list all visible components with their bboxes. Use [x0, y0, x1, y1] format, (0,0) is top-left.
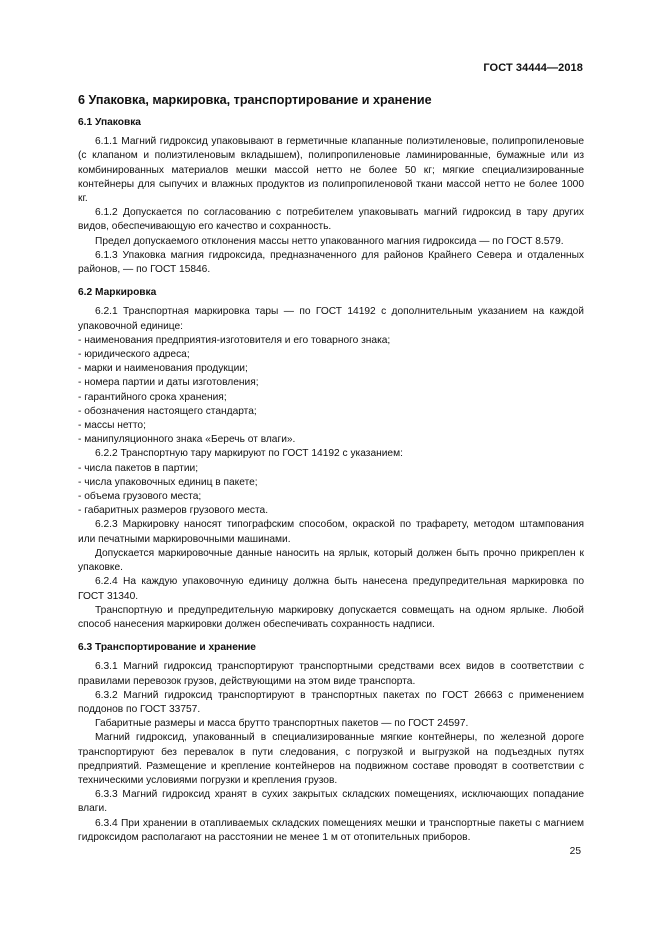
list-item: - числа упаковочных единиц в пакете; [78, 476, 258, 488]
subsection-3 [78, 641, 584, 845]
list-item: - номера партии и даты изготовления; [78, 377, 259, 389]
section-title: 6 Упаковка, маркировка, транспортирование и хранение [78, 93, 432, 107]
list-item: - гарантийного срока хранения; [78, 391, 227, 403]
list-item: - юридического адреса; [78, 349, 190, 361]
paragraph: Предел допускаемого отклонения массы нетто упакованного магния гидроксида — по ГОСТ 8.579. [95, 235, 564, 247]
paragraph: 6.3.4 При хранении в отапливаемых складских помещениях мешки и транспортные пакеты с магнием гидроксидом располагают на расстоянии не менее 1 м от отопительных приборов. [78, 817, 584, 843]
page-number: 25 [569, 846, 581, 857]
standard-designation: ГОСТ 34444—2018 [483, 62, 583, 74]
list-item: - манипуляционного знака «Беречь от влаги». [78, 434, 296, 446]
paragraph: 6.1.2 Допускается по согласованию с потребителем упаковывать магний гидроксид в тару других видов, обеспечивающую его качество и сохранность. [78, 207, 584, 233]
list-item: - массы нетто; [78, 420, 146, 432]
subsections-container [78, 116, 584, 845]
list-item: - обозначения настоящего стандарта; [78, 405, 257, 417]
subsection-2 [78, 286, 584, 632]
list-item: - числа пакетов в партии; [78, 462, 199, 474]
list-item: - марки и наименования продукции; [78, 363, 248, 375]
paragraph: Габаритные размеры и масса брутто транспортных пакетов — по ГОСТ 24597. [95, 718, 469, 730]
subsection-title: 6.1 Упаковка [78, 117, 141, 128]
list-item: - габаритных размеров грузового места. [78, 505, 269, 517]
subsection-title: 6.2 Маркировка [78, 287, 157, 299]
paragraph: 6.2.1 Транспортная маркировка тары — по ГОСТ 14192 с дополнительным указанием на каждой упаковочной единице: [78, 306, 584, 332]
paragraph: 6.3.3 Магний гидроксид хранят в сухих закрытых складских помещениях, исключающих попадание влаги. [78, 789, 584, 815]
paragraph: 6.1.3 Упаковка магния гидроксида, предназначенного для районов Крайнего Севера и отдаленных районов, — по ГОСТ 15846. [78, 249, 584, 276]
subsection-1 [78, 116, 584, 277]
paragraph: Транспортную и предупредительную маркировку допускается совмещать на одном ярлыке. Любой способ нанесения маркировки должен обеспечивать сохранность надписи. [78, 604, 584, 630]
document-body [78, 92, 584, 845]
paragraph: 6.2.2 Транспортную тару маркируют по ГОСТ 14192 с указанием: [95, 448, 403, 460]
paragraph: Магний гидроксид, упакованный в специализированные мягкие контейнеры, по железной дороге транспортируют без перевалок в пути следования, с погрузкой и выгрузкой на подъездных путях предприятий. Размещение и крепление контейнеров на подвижном составе проводят в соответствии с техническими условиями погрузки и крепления грузов. [78, 732, 584, 786]
paragraph: 6.1.1 Магний гидроксид упаковывают в герметичные клапанные полиэтиленовые, полипропиленовые (с клапаном и полиэтиленовым вкладышем), полипропиленовые ламинированные, бумажные или из комбинированных материалов мешки массой нетто не более 50 кг; мягкие специализированные контейнеры для сыпучих и влажных продуктов из полипропиленовой ткани массой нетто не более 1000 кг. [78, 136, 584, 205]
paragraph: 6.3.1 Магний гидроксид транспортируют транспортными средствами всех видов в соответствии с правилами перевозок грузов, действующими на этом виде транспорта. [78, 661, 584, 687]
paragraph: Допускается маркировочные данные наносить на ярлык, который должен быть прочно прикреплен к упаковке. [78, 547, 584, 574]
subsection-title: 6.3 Транспортирование и хранение [78, 642, 256, 654]
paragraph: 6.3.2 Магний гидроксид транспортируют в транспортных пакетах по ГОСТ 26663 с применением поддонов по ГОСТ 33757. [78, 689, 584, 715]
paragraph: 6.2.4 На каждую упаковочную единицу должна быть нанесена предупредительная маркировка по ГОСТ 31340. [78, 576, 584, 602]
list-item: - наименования предприятия-изготовителя и его товарного знака; [78, 334, 391, 346]
paragraph: 6.2.3 Маркировку наносят типографским способом, окраской по трафарету, методом штампования или печатными маркировочными машинами. [78, 519, 584, 545]
list-item: - объема грузового места; [78, 491, 202, 503]
